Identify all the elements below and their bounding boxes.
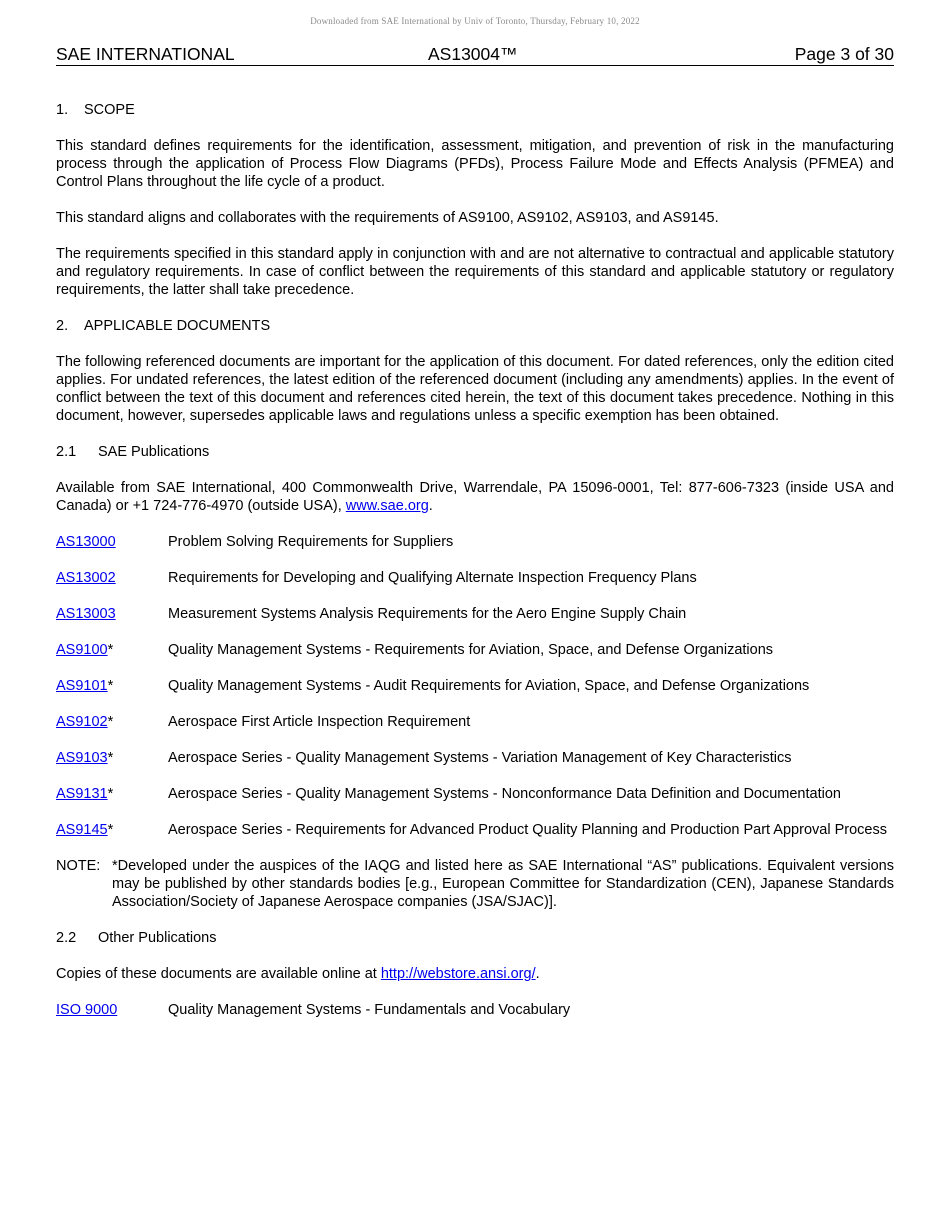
reference-title: Aerospace First Article Inspection Requirement: [168, 714, 471, 730]
section-heading-sae-publications: [56, 443, 894, 461]
section-title: Other Publications: [98, 930, 217, 946]
reference-item: [56, 785, 894, 803]
reference-code-link[interactable]: AS13003: [56, 606, 116, 622]
ansi-webstore-link[interactable]: http://webstore.ansi.org/: [380, 966, 536, 982]
reference-code-link[interactable]: AS13000: [56, 534, 116, 550]
applicable-paragraph: The following referenced documents are important for the application of this document. For dated references, only the edition cited applies. For undated references, the latest edition of the referenced document (including any amendments) applies. In the event of conflict between the text of this document and references cited herein, the text of this document takes precedence. Nothing in this document, however, supersedes applicable laws and regulations unless a specific exemption has been obtained.: [56, 354, 894, 424]
reference-code-link[interactable]: AS9101: [56, 678, 108, 694]
reference-item: [56, 821, 894, 839]
reference-mark: *: [107, 642, 114, 658]
section-number: 2.: [56, 318, 69, 334]
reference-code-link[interactable]: AS9145: [56, 822, 108, 838]
publication-note: [56, 857, 894, 911]
reference-code-link[interactable]: ISO 9000: [56, 1002, 118, 1018]
section-title: SCOPE: [84, 102, 135, 118]
reference-title: Measurement Systems Analysis Requirements for the Aero Engine Supply Chain: [168, 606, 687, 622]
reference-title: Quality Management Systems - Audit Requirements for Aviation, Space, and Defense Organizations: [168, 678, 810, 694]
section-number: 2.2: [56, 930, 77, 946]
reference-code-link[interactable]: AS9102: [56, 714, 108, 730]
reference-item: [56, 1001, 894, 1019]
header-org: SAE INTERNATIONAL: [56, 44, 235, 64]
header-doc-id: AS13004™: [428, 44, 518, 64]
reference-title: Aerospace Series - Requirements for Advanced Product Quality Planning and Production Part Approval Process: [168, 822, 887, 838]
section-heading-scope: [56, 101, 894, 119]
reference-item: [56, 749, 894, 767]
reference-title: Quality Management Systems - Fundamentals and Vocabulary: [168, 1002, 571, 1018]
section-title: APPLICABLE DOCUMENTS: [84, 318, 271, 334]
availability-text: Available from SAE International, 400 Commonwealth Drive, Warrendale, PA 15096-0001, Tel: 877-606-7323 (inside USA and Canada) or +1 724-776-4970 (outside USA),: [56, 480, 894, 514]
document-body: [56, 101, 894, 1037]
reference-mark: *: [107, 786, 114, 802]
reference-code-link[interactable]: AS13002: [56, 570, 116, 586]
availability-text: Copies of these documents are available online at: [56, 966, 381, 982]
sae-availability-paragraph: [56, 479, 894, 515]
reference-title: Aerospace Series - Quality Management Systems - Variation Management of Key Characteristics: [168, 750, 792, 766]
reference-item: [56, 605, 894, 623]
note-text: *Developed under the auspices of the IAQG and listed here as SAE International “AS” publications. Equivalent versions may be published by other standards bodies [e.g., European Committee for Standardization (CEN), Japanese Standards Association/Society of Japanese Aerospace companies (JSA/SJAC)].: [112, 858, 894, 910]
section-heading-other-publications: [56, 929, 894, 947]
ansi-availability-paragraph: [56, 965, 894, 983]
section-title: SAE Publications: [98, 444, 210, 460]
other-reference-list: [56, 1001, 894, 1019]
reference-mark: *: [107, 714, 114, 730]
reference-mark: *: [107, 678, 114, 694]
section-heading-applicable-documents: [56, 317, 894, 335]
reference-item: [56, 641, 894, 659]
availability-end: .: [428, 498, 433, 514]
reference-mark: *: [107, 750, 114, 766]
reference-title: Quality Management Systems - Requirements for Aviation, Space, and Defense Organizations: [168, 642, 774, 658]
reference-title: Aerospace Series - Quality Management Systems - Nonconformance Data Definition and Documentation: [168, 786, 841, 802]
scope-paragraph: This standard defines requirements for the identification, assessment, mitigation, and prevention of risk in the manufacturing process through the application of Process Flow Diagrams (PFDs), Process Failure Mode and Effects Analysis (PFMEA) and Control Plans throughout the life cycle of a product.: [56, 138, 894, 190]
sae-reference-list: [56, 533, 894, 839]
note-label: NOTE:: [56, 858, 101, 874]
scope-paragraph: This standard aligns and collaborates with the requirements of AS9100, AS9102, AS9103, and AS9145.: [56, 210, 719, 226]
reference-title: Problem Solving Requirements for Suppliers: [168, 534, 454, 550]
reference-item: [56, 569, 894, 587]
reference-code-link[interactable]: AS9103: [56, 750, 108, 766]
reference-item: [56, 533, 894, 551]
reference-mark: *: [107, 822, 114, 838]
reference-item: [56, 677, 894, 695]
reference-item: [56, 713, 894, 731]
reference-code-link[interactable]: AS9131: [56, 786, 108, 802]
section-number: 1.: [56, 102, 69, 118]
section-number: 2.1: [56, 444, 77, 460]
reference-title: Requirements for Developing and Qualifying Alternate Inspection Frequency Plans: [168, 570, 697, 586]
download-watermark: Downloaded from SAE International by Univ of Toronto, Thursday, February 10, 2022: [310, 16, 640, 26]
availability-end: .: [535, 966, 540, 982]
header-page-number: Page 3 of 30: [794, 44, 894, 64]
page-header: [56, 44, 894, 66]
sae-website-link[interactable]: www.sae.org: [345, 498, 429, 514]
reference-code-link[interactable]: AS9100: [56, 642, 108, 658]
scope-paragraph: The requirements specified in this standard apply in conjunction with and are not alternative to contractual and applicable statutory and regulatory requirements. In case of conflict between the requirements of this standard and applicable statutory or regulatory requirements, the latter shall take precedence.: [56, 246, 894, 298]
